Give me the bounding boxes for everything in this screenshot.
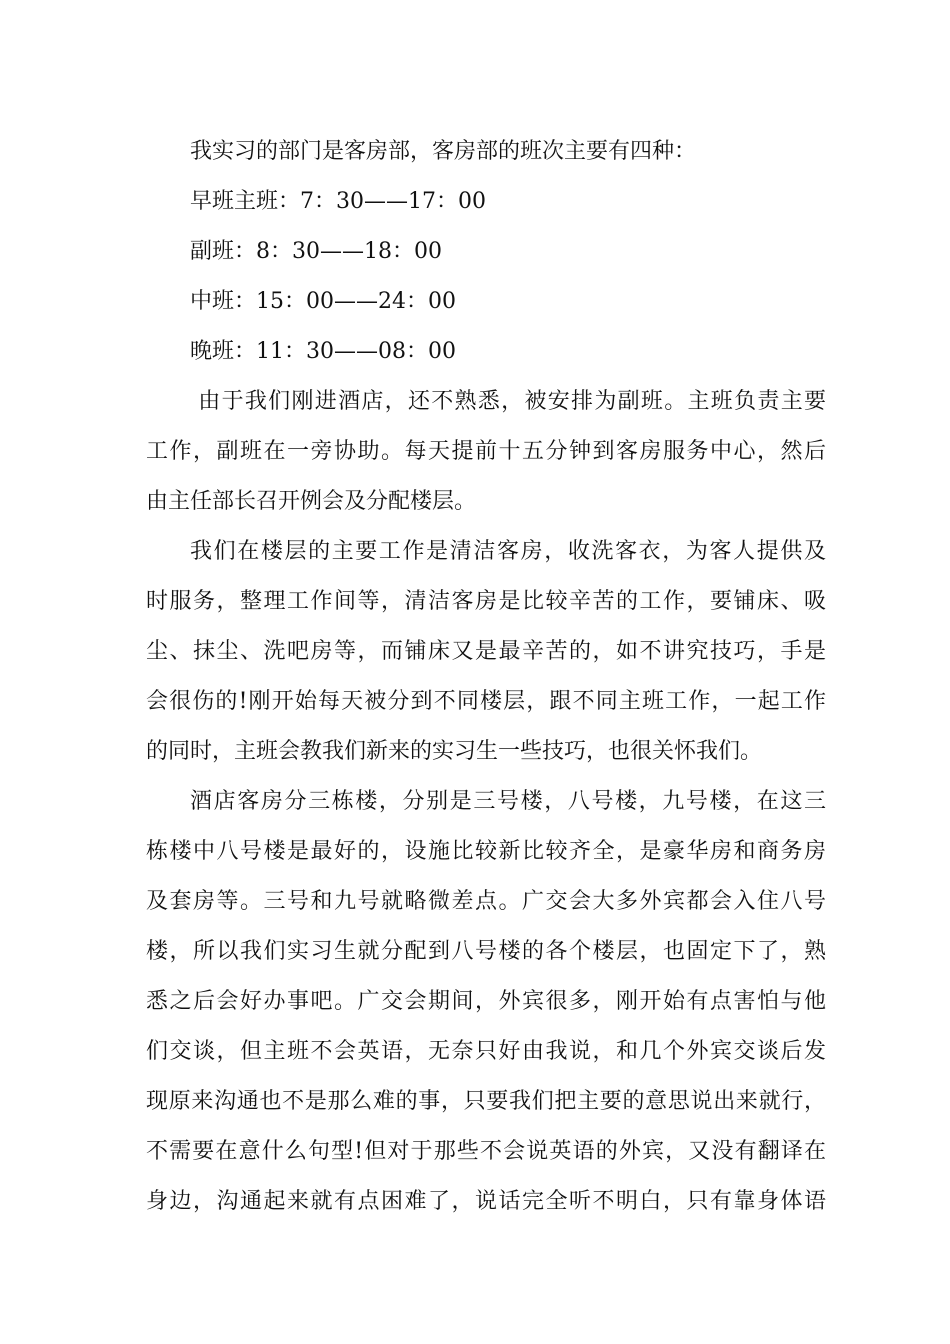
paragraph-line: 会很伤的!刚开始每天被分到不同楼层，跟不同主班工作，一起工作	[146, 689, 826, 714]
paragraph-line: 我们在楼层的主要工作是清洁客房，收洗客衣，为客人提供及	[190, 539, 826, 564]
shift-line: 早班主班：7：30——17：00	[190, 189, 486, 214]
paragraph-line: 由主任部长召开例会及分配楼层。	[146, 489, 477, 514]
intro-line: 我实习的部门是客房部，客房部的班次主要有四种：	[190, 139, 697, 164]
paragraph-line: 们交谈，但主班不会英语，无奈只好由我说，和几个外宾交谈后发	[146, 1039, 826, 1064]
paragraph-line: 的同时，主班会教我们新来的实习生一些技巧，也很关怀我们。	[146, 739, 763, 764]
paragraph-line: 工作，副班在一旁协助。每天提前十五分钟到客房服务中心，然后	[146, 439, 826, 464]
paragraph-line: 楼，所以我们实习生就分配到八号楼的各个楼层，也固定下了，熟	[146, 939, 826, 964]
paragraph-line: 现原来沟通也不是那么难的事，只要我们把主要的意思说出来就行，	[146, 1089, 826, 1114]
paragraph-line: 酒店客房分三栋楼，分别是三号楼，八号楼，九号楼，在这三	[190, 789, 826, 814]
paragraph-line: 身边，沟通起来就有点困难了，说话完全听不明白，只有靠身体语	[146, 1189, 826, 1214]
paragraph-line: 及套房等。三号和九号就略微差点。广交会大多外宾都会入住八号	[146, 889, 826, 914]
paragraph-line: 不需要在意什么句型!但对于那些不会说英语的外宾，又没有翻译在	[146, 1139, 826, 1164]
paragraph-line: 栋楼中八号楼是最好的，设施比较新比较齐全，是豪华房和商务房	[146, 839, 826, 864]
paragraph-line: 尘、抹尘、洗吧房等，而铺床又是最辛苦的，如不讲究技巧，手是	[146, 639, 826, 664]
shift-line: 中班：15：00——24：00	[190, 289, 456, 314]
paragraph-line: 由于我们刚进酒店，还不熟悉，被安排为副班。主班负责主要	[190, 389, 826, 414]
paragraph-line: 时服务，整理工作间等，清洁客房是比较辛苦的工作，要铺床、吸	[146, 589, 826, 614]
shift-line: 副班：8：30——18：00	[190, 239, 442, 264]
paragraph-line: 悉之后会好办事吧。广交会期间，外宾很多，刚开始有点害怕与他	[146, 989, 826, 1014]
shift-line: 晚班：11：30——08：00	[190, 339, 456, 364]
